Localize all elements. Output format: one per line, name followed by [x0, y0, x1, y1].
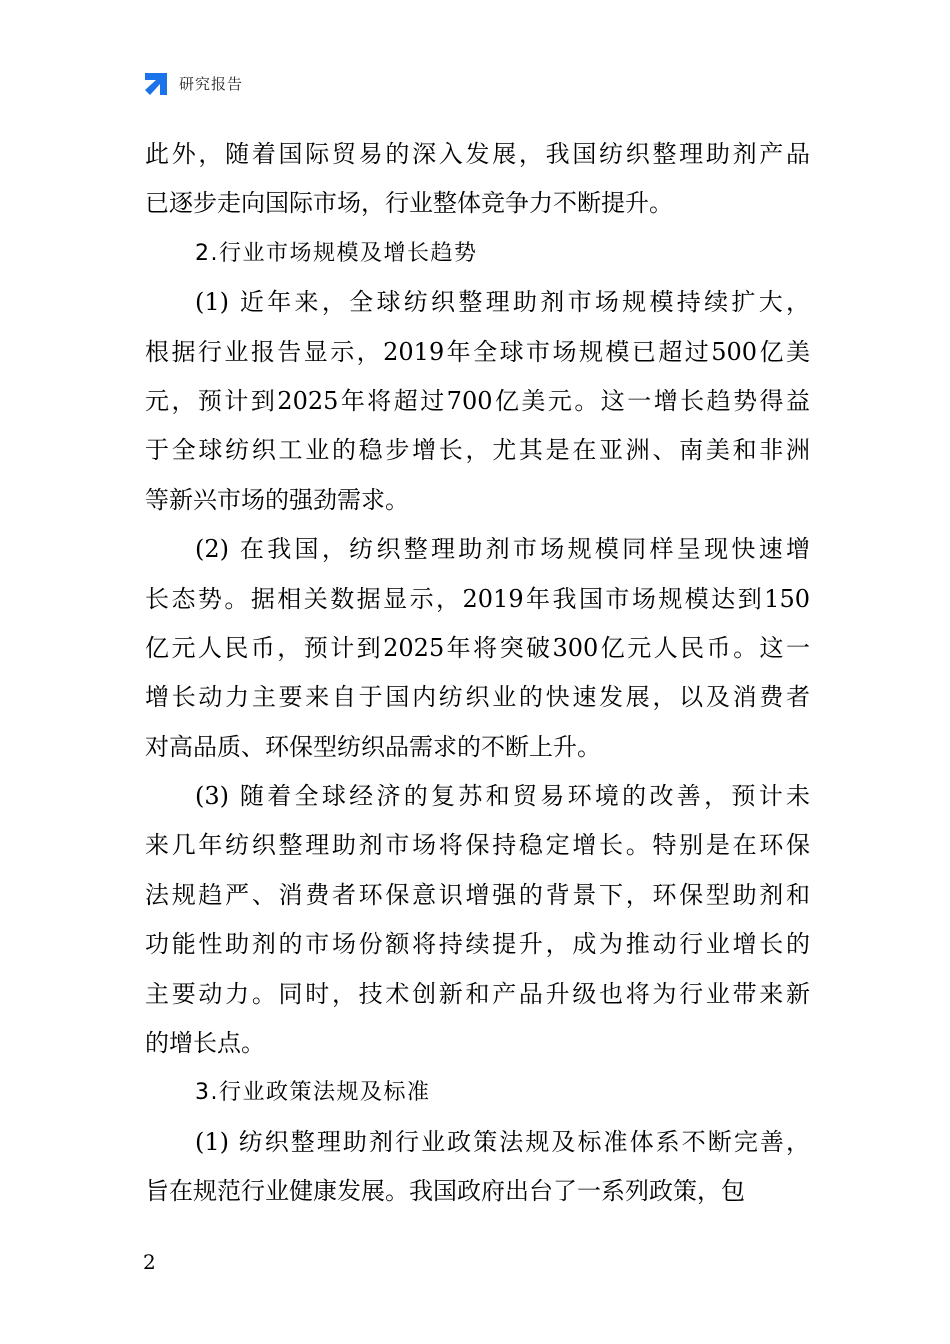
paragraph-line: 元，预计到2025年将超过700亿美元。这一增长趋势得益	[145, 386, 810, 415]
paragraph-line: 来几年纺织整理助剂市场将保持稳定增长。特别是在环保	[145, 831, 810, 860]
paragraph-line: 增长动力主要来自于国内纺织业的快速发展，以及消费者	[145, 683, 810, 712]
arrow-logo-icon	[143, 69, 171, 97]
paragraph-line: 法规趋严、消费者环保意识增强的背景下，环保型助剂和	[145, 880, 810, 909]
paragraph	[145, 130, 810, 229]
paragraph-line: 等新兴市场的强劲需求。	[145, 485, 409, 514]
paragraph-line: 此外，随着国际贸易的深入发展，我国纺织整理助剂产品	[145, 140, 810, 168]
paragraph-line: 对高品质、环保型纺织品需求的不断上升。	[145, 732, 601, 761]
report-header	[143, 68, 243, 98]
paragraph-line: 功能性助剂的市场份额将持续提升，成为推动行业增长的	[145, 930, 810, 959]
paragraph-line: 亿元人民币，预计到2025年将突破300亿元人民币。这一	[145, 633, 810, 662]
paragraph	[145, 1118, 810, 1217]
paragraph-line: (1) 近年来，全球纺织整理助剂市场规模持续扩大，	[195, 288, 810, 317]
paragraph-line: 主要动力。同时，技术创新和产品升级也将为行业带来新	[145, 979, 810, 1008]
paragraph-line: 旨在规范行业健康发展。我国政府出台了一系列政策，包	[145, 1177, 745, 1206]
paragraph-line: 长态势。据相关数据显示，2019年我国市场规模达到150	[145, 584, 810, 613]
section-heading: 3.行业政策法规及标准	[195, 1080, 431, 1106]
paragraph-line: (1) 纺织整理助剂行业政策法规及标准体系不断完善，	[195, 1127, 810, 1156]
paragraph-line: (3) 随着全球经济的复苏和贸易环境的改善，预计未	[195, 782, 810, 811]
document-body	[145, 130, 810, 1217]
section-heading: 2.行业市场规模及增长趋势	[195, 240, 478, 266]
paragraph	[145, 278, 810, 525]
paragraph-line: 于全球纺织工业的稳步增长，尤其是在亚洲、南美和非洲	[145, 436, 810, 465]
paragraph	[145, 772, 810, 1068]
paragraph-line: 已逐步走向国际市场，行业整体竞争力不断提升。	[145, 189, 673, 218]
header-title: 研究报告	[179, 74, 244, 93]
paragraph-line: 根据行业报告显示，2019年全球市场规模已超过500亿美	[145, 337, 810, 366]
paragraph-line: 的增长点。	[145, 1029, 265, 1058]
page-number: 2	[143, 1250, 156, 1274]
paragraph-line: (2) 在我国，纺织整理助剂市场规模同样呈现快速增	[195, 535, 810, 564]
paragraph	[145, 525, 810, 772]
